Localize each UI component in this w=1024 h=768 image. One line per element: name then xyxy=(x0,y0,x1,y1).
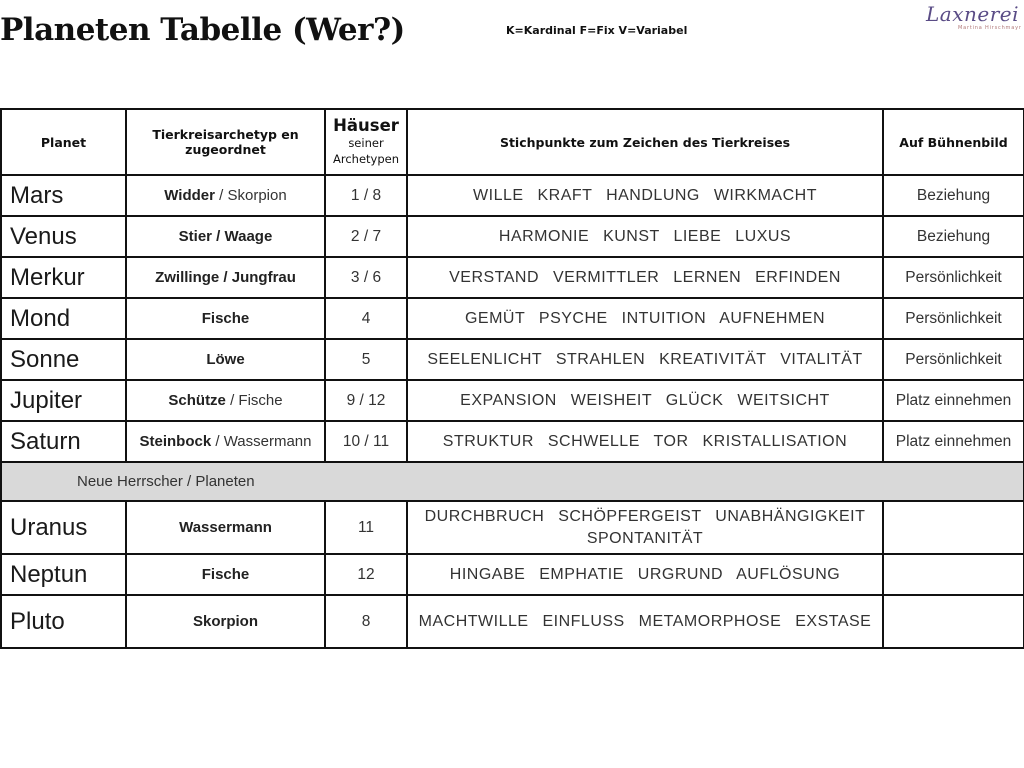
zodiac-cell xyxy=(126,595,325,648)
houses-cell: 2 / 7 xyxy=(325,216,407,257)
houses-cell: 8 xyxy=(325,595,407,648)
table-row xyxy=(1,257,1024,298)
zodiac-main: Widder xyxy=(164,187,215,204)
zodiac-secondary: / Wassermann xyxy=(211,433,312,450)
houses-cell: 3 / 6 xyxy=(325,257,407,298)
table-row xyxy=(1,421,1024,462)
houses-cell: 4 xyxy=(325,298,407,339)
planet-name: Uranus xyxy=(1,501,126,554)
zodiac-cell xyxy=(126,257,325,298)
table-row xyxy=(1,501,1024,554)
planet-table xyxy=(0,108,1024,649)
planet-name: Sonne xyxy=(1,339,126,380)
stage-cell: Persönlichkeit xyxy=(883,339,1024,380)
zodiac-cell xyxy=(126,421,325,462)
zodiac-main: Zwillinge / Jungfrau xyxy=(155,269,296,286)
section-separator-row xyxy=(1,462,1024,501)
planet-name: Mond xyxy=(1,298,126,339)
keywords-cell: HARMONIE KUNST LIEBE LUXUS xyxy=(407,216,883,257)
table-row xyxy=(1,380,1024,421)
zodiac-main: Fische xyxy=(201,566,250,583)
table-row xyxy=(1,595,1024,648)
table-row xyxy=(1,339,1024,380)
zodiac-cell xyxy=(126,339,325,380)
keywords-cell: DURCHBRUCH SCHÖPFERGEIST UNABHÄNGIGKEIT SPONTANITÄT xyxy=(407,501,883,554)
zodiac-cell xyxy=(126,216,325,257)
table-row xyxy=(1,298,1024,339)
table-header-row xyxy=(1,109,1024,175)
stage-cell: Platz einnehmen xyxy=(883,421,1024,462)
houses-cell: 12 xyxy=(325,554,407,595)
keywords-cell: EXPANSION WEISHEIT GLÜCK WEITSICHT xyxy=(407,380,883,421)
keywords-cell: GEMÜT PSYCHE INTUITION AUFNEHMEN xyxy=(407,298,883,339)
planet-name: Mars xyxy=(1,175,126,216)
keywords-cell: VERSTAND VERMITTLER LERNEN ERFINDEN xyxy=(407,257,883,298)
header-houses-title: Häuser xyxy=(333,116,399,135)
planet-name: Jupiter xyxy=(1,380,126,421)
zodiac-main: Steinbock xyxy=(139,433,212,450)
header-keywords: Stichpunkte zum Zeichen des Tierkreises xyxy=(407,109,883,175)
planet-name: Merkur xyxy=(1,257,126,298)
planet-name: Venus xyxy=(1,216,126,257)
zodiac-cell xyxy=(126,298,325,339)
stage-cell xyxy=(883,554,1024,595)
stage-cell: Persönlichkeit xyxy=(883,257,1024,298)
stage-cell: Beziehung xyxy=(883,175,1024,216)
houses-cell: 9 / 12 xyxy=(325,380,407,421)
modality-legend: K=Kardinal F=Fix V=Variabel xyxy=(506,24,688,37)
brand-logo xyxy=(922,2,1022,34)
logo-wordmark: Laxnerei xyxy=(926,2,1019,26)
zodiac-secondary: / Fische xyxy=(225,392,283,409)
planet-name: Pluto xyxy=(1,595,126,648)
keywords-cell: MACHTWILLE EINFLUSS METAMORPHOSE EXSTASE xyxy=(407,595,883,648)
planet-name: Neptun xyxy=(1,554,126,595)
houses-cell: 1 / 8 xyxy=(325,175,407,216)
header-zodiac: Tierkreisarchetyp en zugeordnet xyxy=(126,109,325,175)
houses-cell: 5 xyxy=(325,339,407,380)
stage-cell xyxy=(883,501,1024,554)
zodiac-cell xyxy=(126,175,325,216)
header-stage: Auf Bühnenbild xyxy=(883,109,1024,175)
stage-cell: Persönlichkeit xyxy=(883,298,1024,339)
keywords-cell: STRUKTUR SCHWELLE TOR KRISTALLISATION xyxy=(407,421,883,462)
table-row xyxy=(1,175,1024,216)
zodiac-main: Fische xyxy=(201,310,250,327)
zodiac-main: Skorpion xyxy=(192,613,258,630)
planet-name: Saturn xyxy=(1,421,126,462)
page-title: Planeten Tabelle (Wer?) xyxy=(0,12,405,48)
keywords-cell: HINGABE EMPHATIE URGRUND AUFLÖSUNG xyxy=(407,554,883,595)
stage-cell xyxy=(883,595,1024,648)
zodiac-main: Stier / Waage xyxy=(178,228,273,245)
header-houses xyxy=(325,109,407,175)
stage-cell: Beziehung xyxy=(883,216,1024,257)
houses-cell: 10 / 11 xyxy=(325,421,407,462)
zodiac-cell xyxy=(126,501,325,554)
section-separator: Neue Herrscher / Planeten xyxy=(1,462,1024,501)
header-houses-sub: seiner Archetypen xyxy=(332,136,399,166)
stage-cell: Platz einnehmen xyxy=(883,380,1024,421)
zodiac-main: Schütze xyxy=(168,392,226,409)
logo-subtitle: Martina Hirschmayr xyxy=(958,25,1022,31)
zodiac-cell xyxy=(126,554,325,595)
keywords-cell: WILLE KRAFT HANDLUNG WIRKMACHT xyxy=(407,175,883,216)
table-row xyxy=(1,554,1024,595)
zodiac-secondary: / Skorpion xyxy=(214,187,287,204)
zodiac-cell xyxy=(126,380,325,421)
zodiac-main: Wassermann xyxy=(179,519,272,536)
houses-cell: 11 xyxy=(325,501,407,554)
keywords-cell: SEELENLICHT STRAHLEN KREATIVITÄT VITALITÄT xyxy=(407,339,883,380)
header-planet: Planet xyxy=(1,109,126,175)
zodiac-main: Löwe xyxy=(206,351,245,368)
table-row xyxy=(1,216,1024,257)
